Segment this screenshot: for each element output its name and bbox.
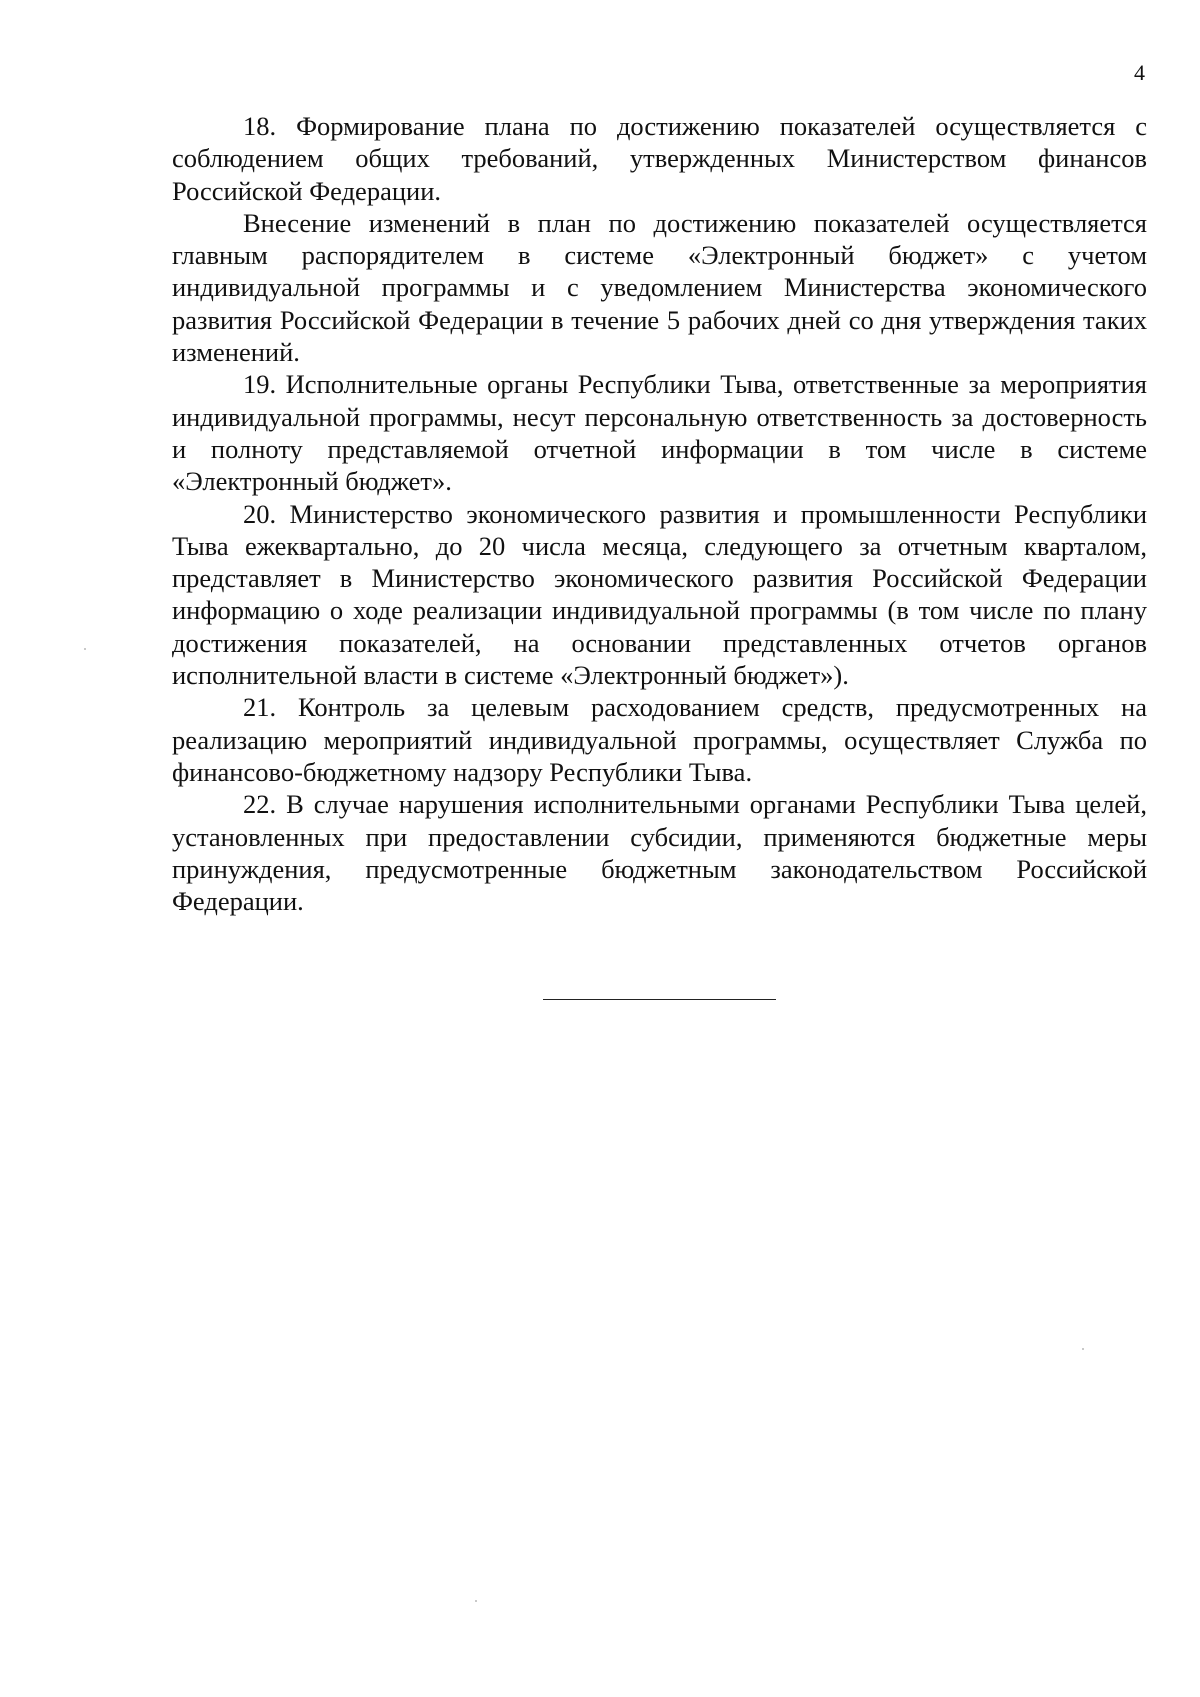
paragraph-18: 18. Формирование плана по достижению показателей осуществляется с соблюдением общих требований, утвержденных Министерством финансов Российской Федерации. [172,111,1147,206]
scan-speck [1082,1348,1084,1350]
scan-speck [475,1600,477,1602]
paragraph-18-amendments: Внесение изменений в план по достижению показателей осуществляется главным распорядителем в системе «Электронный бюджет» с учетом индивидуальной программы и с уведомлением Министерства экономического развития Российской Федерации в течение 5 рабочих дней со дня утверждения таких изменений. [172,207,1147,368]
scan-speck [84,648,86,650]
end-of-text-rule [543,999,776,1000]
paragraph-19: 19. Исполнительные органы Республики Тыва, ответственные за мероприятия индивидуальной программы, несут персональную ответственность за достоверность и полноту представляемой отчетной информации в том числе в системе «Электронный бюджет». [172,369,1147,497]
paragraph-20: 20. Министерство экономического развития и промышленности Республики Тыва ежеквартально, до 20 числа месяца, следующего за отчетным кварталом, представляет в Министерство экономического развития Российской Федерации информацию о ходе реализации индивидуальной программы (в том числе по плану достижения показателей, на основании представленных отчетов органов исполнительной власти в системе «Электронный бюджет»). [172,498,1147,691]
page-number: 4 [1134,60,1145,85]
paragraph-21: 21. Контроль за целевым расходованием средств, предусмотренных на реализацию мероприятий индивидуальной программы, осуществляет Служба по финансово-бюджетному надзору Республики Тыва. [172,692,1147,787]
paragraph-22: 22. В случае нарушения исполнительными органами Республики Тыва целей, установленных при предоставлении субсидии, применяются бюджетные меры принуждения, предусмотренные бюджетным законодательством Российской Федерации. [172,789,1147,917]
document-body [172,110,1147,917]
